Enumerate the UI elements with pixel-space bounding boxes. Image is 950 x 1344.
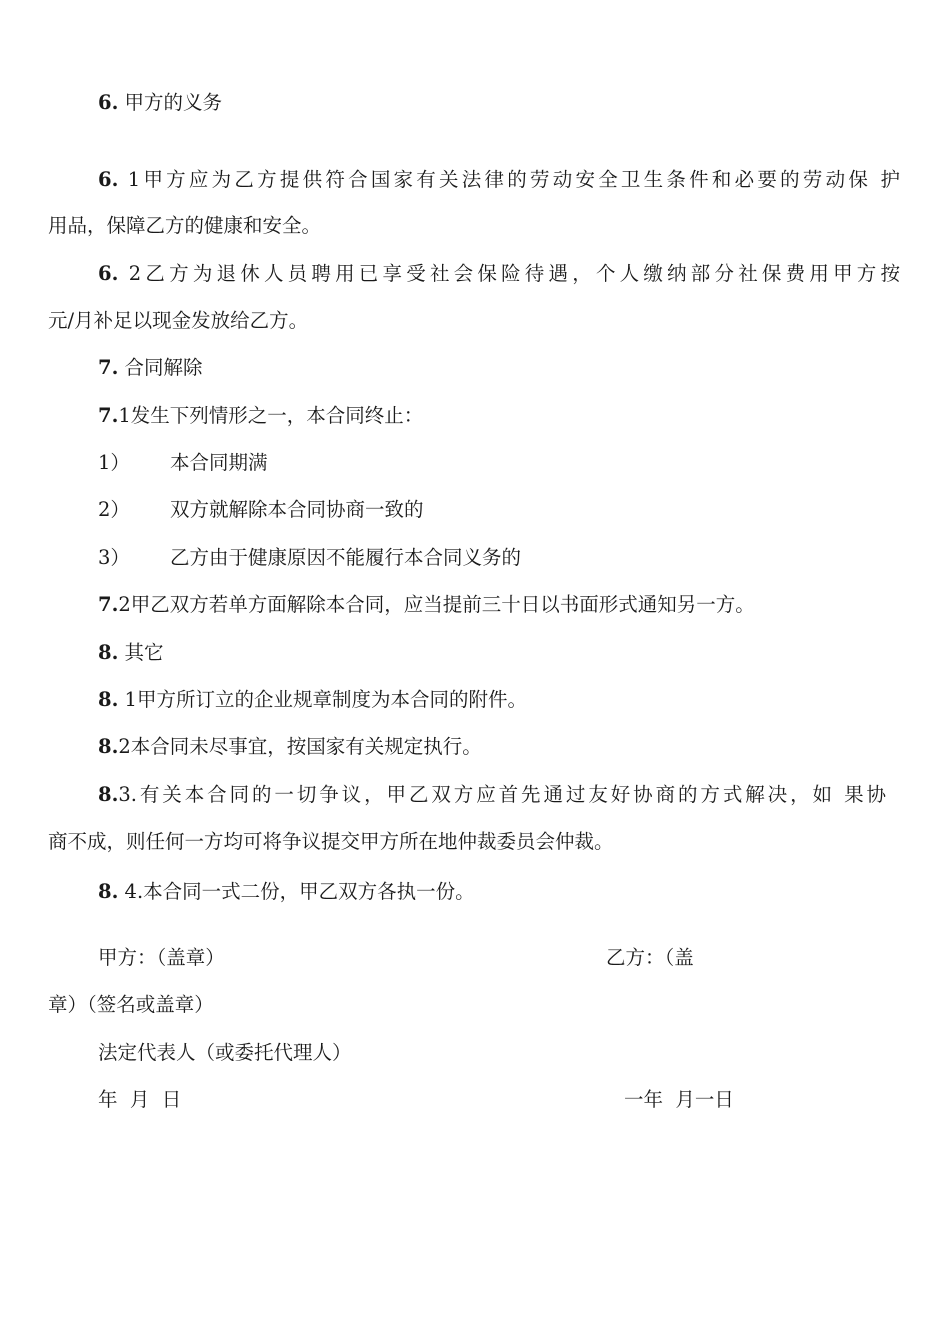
clause-8-1 — [98, 688, 527, 712]
list-item-text: 乙方由于健康原因不能履行本合同义务的 — [170, 546, 522, 569]
clause-number: 8. — [98, 735, 119, 758]
clause-text: 1发生下列情形之一，本合同终止： — [118, 404, 424, 427]
clause-number: 7. — [98, 404, 119, 427]
clause-7-2 — [98, 593, 755, 617]
party-a-date: 年 月 日 — [98, 1088, 182, 1111]
clause-text: 3.有关本合同的一切争议，甲乙双方应首先通过友好协商的方式解决，如 果协 — [118, 783, 886, 806]
list-item-number: 3） — [98, 546, 130, 569]
clause-number: 8. — [98, 880, 119, 903]
clause-text: 2乙方为退休人员聘用已享受社会保险待遇，个人缴纳部分社保费用甲方按 — [118, 262, 900, 285]
section-number: 7. — [98, 356, 119, 379]
clause-number: 6. — [98, 262, 119, 285]
party-b-seal-label-continued: 章）（签名或盖章） — [48, 993, 214, 1016]
section-6-heading — [98, 91, 222, 115]
section-title: 合同解除 — [118, 356, 203, 379]
legal-representative-label: 法定代表人（或委托代理人） — [98, 1041, 352, 1064]
clause-text: 2甲乙双方若单方面解除本合同，应当提前三十日以书面形式通知另一方。 — [118, 593, 755, 616]
list-item-number: 2） — [98, 498, 130, 521]
list-item-text: 双方就解除本合同协商一致的 — [170, 498, 424, 521]
clause-8-2 — [98, 735, 482, 759]
clause-7-1 — [98, 404, 423, 428]
section-7-heading — [98, 356, 203, 380]
clause-8-3-line-2: 商不成，则任何一方均可将争议提交甲方所在地仲裁委员会仲裁。 — [48, 830, 614, 853]
party-b-seal-label: 乙方：（盖 — [606, 946, 694, 969]
section-title: 其它 — [118, 641, 164, 664]
clause-8-3-line-1 — [98, 783, 886, 807]
section-number: 8. — [98, 641, 119, 664]
section-title: 甲方的义务 — [118, 91, 223, 114]
party-a-seal-label: 甲方：（盖章） — [98, 946, 225, 969]
clause-6-1-line-1 — [98, 168, 900, 192]
clause-8-4 — [98, 880, 475, 904]
clause-number: 8. — [98, 783, 119, 806]
clause-number: 7. — [98, 593, 119, 616]
section-number: 6. — [98, 91, 119, 114]
clause-text: 1甲方所订立的企业规章制度为本合同的附件。 — [118, 688, 527, 711]
clause-6-2-line-2: 元/月补足以现金发放给乙方。 — [48, 309, 309, 332]
clause-text: 2本合同未尽事宜，按国家有关规定执行。 — [118, 735, 482, 758]
list-item-number: 1） — [98, 451, 130, 474]
party-b-date: 一年 月一日 — [624, 1088, 734, 1111]
clause-6-2-line-1 — [98, 262, 900, 286]
clause-text: 1甲方应为乙方提供符合国家有关法律的劳动安全卫生条件和必要的劳动保 护 — [118, 168, 900, 191]
list-item-text: 本合同期满 — [170, 451, 268, 474]
clause-number: 8. — [98, 688, 119, 711]
section-8-heading — [98, 641, 164, 665]
clause-number: 6. — [98, 168, 119, 191]
clause-text: 4.本合同一式二份，甲乙双方各执一份。 — [118, 880, 475, 903]
clause-6-1-line-2: 用品，保障乙方的健康和安全。 — [48, 214, 322, 237]
